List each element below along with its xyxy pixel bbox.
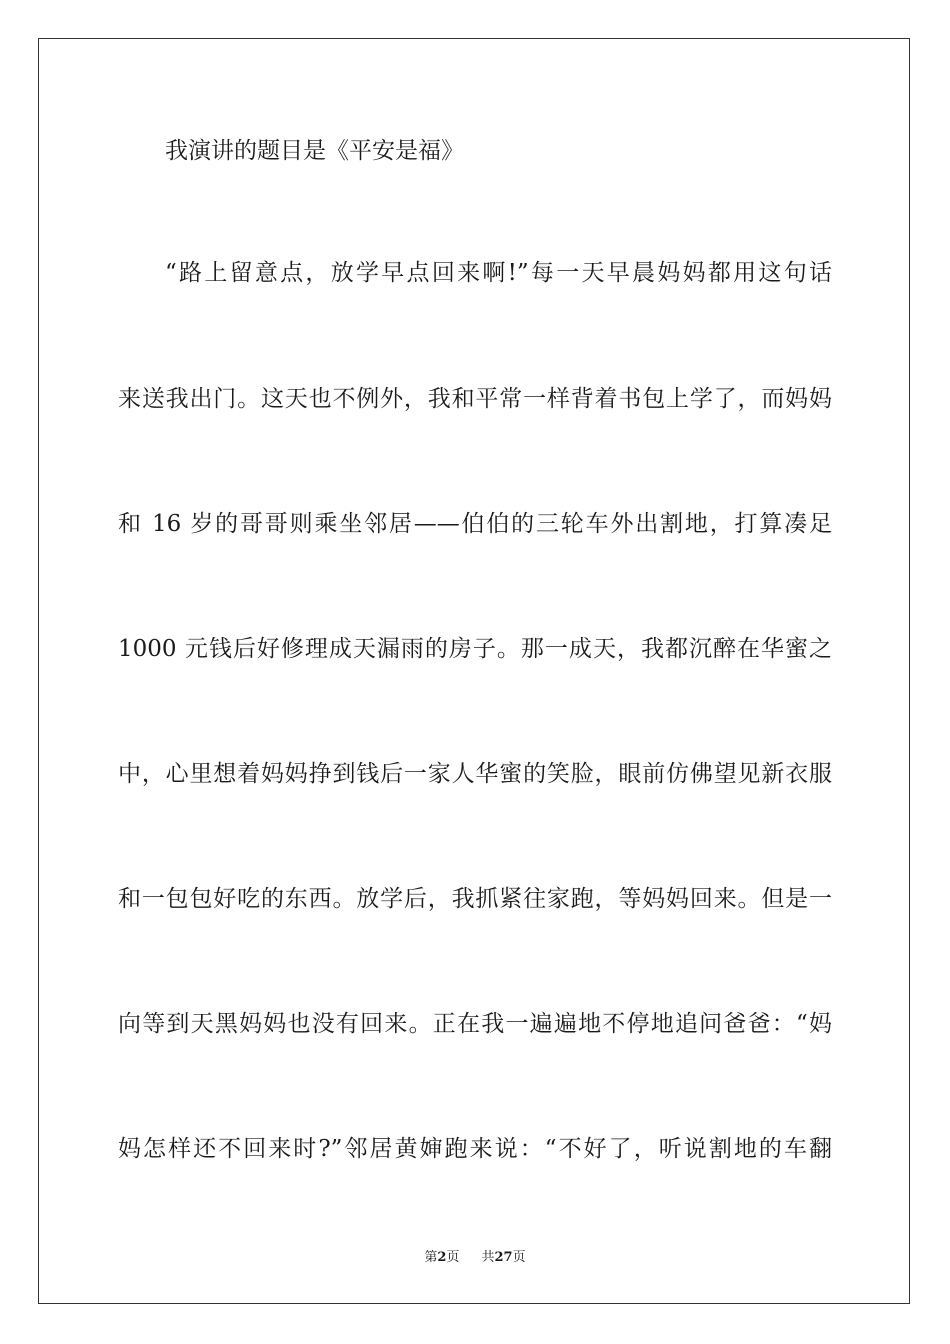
page-footer [0,1246,950,1265]
paragraph-line: 妈怎样还不回来时?”邻居黄婶跑来说：“不好了，听说割地的车翻 [118,1136,832,1162]
paragraph-line: 和 16 岁的哥哥则乘坐邻居——伯伯的三轮车外出割地，打算凑足 [118,511,832,537]
paragraph-line: 中，心里想着妈妈挣到钱后一家人华蜜的笑脸，眼前仿佛望见新衣服 [118,761,832,787]
speech-title-line: 我演讲的题目是《平安是福》 [165,138,464,164]
page-prefix: 第 [424,1250,438,1265]
total-prefix: 共 [481,1250,495,1265]
paragraph-line: 和一包包好吃的东西。放学后，我抓紧往家跑，等妈妈回来。但是一 [118,886,832,912]
page-number: 2 [437,1250,447,1265]
paragraph-line: “路上留意点，放学早点回来啊!”每一天早晨妈妈都用这句话 [165,260,832,286]
paragraph-line: 1000 元钱后好修理成天漏雨的房子。那一成天，我都沉醉在华蜜之 [118,636,832,662]
total-suffix: 页 [512,1250,526,1265]
paragraph-line: 向等到天黑妈妈也没有回来。正在我一遍遍地不停地追问爸爸：“妈 [118,1011,832,1037]
page-border [38,38,910,1304]
page-suffix: 页 [446,1250,460,1265]
paragraph-line: 来送我出门。这天也不例外，我和平常一样背着书包上学了，而妈妈 [118,386,832,412]
total-pages: 27 [494,1250,513,1265]
